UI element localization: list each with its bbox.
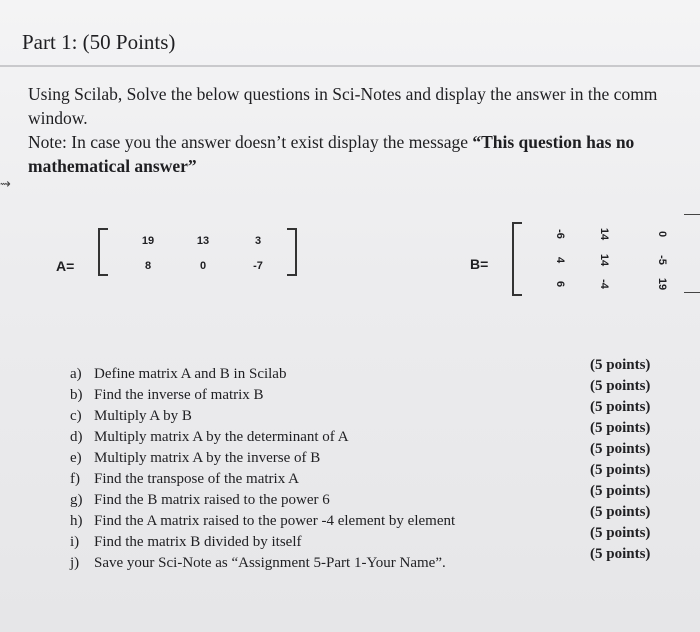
question-letter: h) [70, 513, 83, 529]
question-text: Define matrix A and B in Scilab [94, 366, 287, 382]
question-letter: e) [70, 450, 82, 466]
note-line-2 [28, 154, 700, 178]
instruction-line-1: Using Scilab, Solve the below questions in Sci-Notes and display the answer in the comm [28, 84, 658, 104]
question-text: Find the B matrix raised to the power 6 [94, 492, 330, 508]
matrix-b-cell: 14 [598, 227, 610, 241]
question-points: (5 points) [590, 378, 651, 394]
question-letter: f) [70, 471, 80, 487]
question-text: Find the transpose of the matrix A [94, 471, 299, 487]
question-text: Save your Sci-Note as “Assignment 5-Part 1-Your Name”. [94, 555, 446, 571]
note-prefix: Note: In case you the answer doesn’t exist display the message [28, 132, 473, 152]
matrix-b-right-bracket-bottom [684, 292, 700, 293]
list-item [70, 427, 455, 448]
matrix-a-cell: 0 [199, 260, 207, 272]
matrix-b-cell: 14 [598, 253, 610, 267]
question-letter: d) [70, 429, 83, 445]
instructions [28, 82, 700, 178]
question-text: Find the inverse of matrix B [94, 387, 264, 403]
matrix-b-cell: -5 [656, 255, 668, 265]
list-item [70, 490, 455, 511]
list-item [70, 448, 455, 469]
question-points: (5 points) [590, 420, 651, 436]
question-points: (5 points) [590, 462, 651, 478]
matrix-a-cell: 8 [144, 260, 152, 272]
note-line-1 [28, 130, 700, 154]
question-points: (5 points) [590, 504, 651, 520]
question-points: (5 points) [590, 546, 651, 562]
list-item [70, 511, 455, 532]
matrix-a-label: A= [56, 258, 75, 274]
matrix-b-label: B= [470, 256, 489, 272]
question-list [70, 364, 455, 574]
question-text: Find the A matrix raised to the power -4 element by element [94, 513, 456, 529]
matrix-a-right-bracket [287, 228, 297, 276]
matrix-b-cell: 19 [656, 277, 668, 291]
question-text: Multiply matrix A by the inverse of B [94, 450, 321, 466]
matrix-a-cell: 19 [141, 235, 155, 247]
question-letter: g) [70, 492, 83, 508]
list-item [70, 406, 455, 427]
matrix-a-cell: -7 [253, 260, 263, 272]
list-item [70, 364, 455, 385]
question-letter: b) [70, 387, 83, 403]
points-column [590, 355, 650, 565]
matrix-b-cell: -6 [554, 229, 566, 239]
note-message-part-1: “This question has no [472, 132, 635, 152]
list-item [70, 532, 455, 553]
question-points: (5 points) [590, 483, 651, 499]
matrix-b-cell: 4 [554, 256, 566, 264]
question-points: (5 points) [590, 399, 651, 415]
page-title: Part 1: (50 Points) [22, 30, 176, 54]
matrix-a-cell: 13 [196, 235, 210, 247]
list-item [70, 553, 455, 574]
cursor-arrow-icon: ⇝ [0, 177, 11, 192]
question-text: Multiply matrix A by the determinant of A [94, 429, 349, 445]
matrix-b-cell: 0 [656, 230, 668, 238]
matrix-b-cell: -4 [598, 279, 610, 289]
question-text: Find the matrix B divided by itself [94, 534, 302, 550]
question-letter: a) [70, 366, 82, 382]
note-message-part-2: mathematical answer” [28, 156, 197, 176]
question-text: Multiply A by B [94, 408, 192, 424]
matrix-b-cell: 6 [554, 280, 566, 288]
question-points: (5 points) [590, 441, 651, 457]
question-letter: j) [70, 555, 80, 571]
question-points: (5 points) [590, 525, 651, 541]
question-points: (5 points) [590, 357, 651, 373]
question-letter: i) [70, 534, 80, 550]
instruction-line-2: window. [28, 108, 88, 128]
list-item [70, 469, 455, 490]
list-item [70, 385, 455, 406]
matrix-b-right-bracket-top [684, 214, 700, 215]
question-letter: c) [70, 408, 82, 424]
divider [0, 65, 700, 67]
matrix-b-left-bracket [512, 222, 522, 296]
matrix-a-left-bracket [98, 228, 108, 276]
matrix-a-cell: 3 [254, 235, 262, 247]
